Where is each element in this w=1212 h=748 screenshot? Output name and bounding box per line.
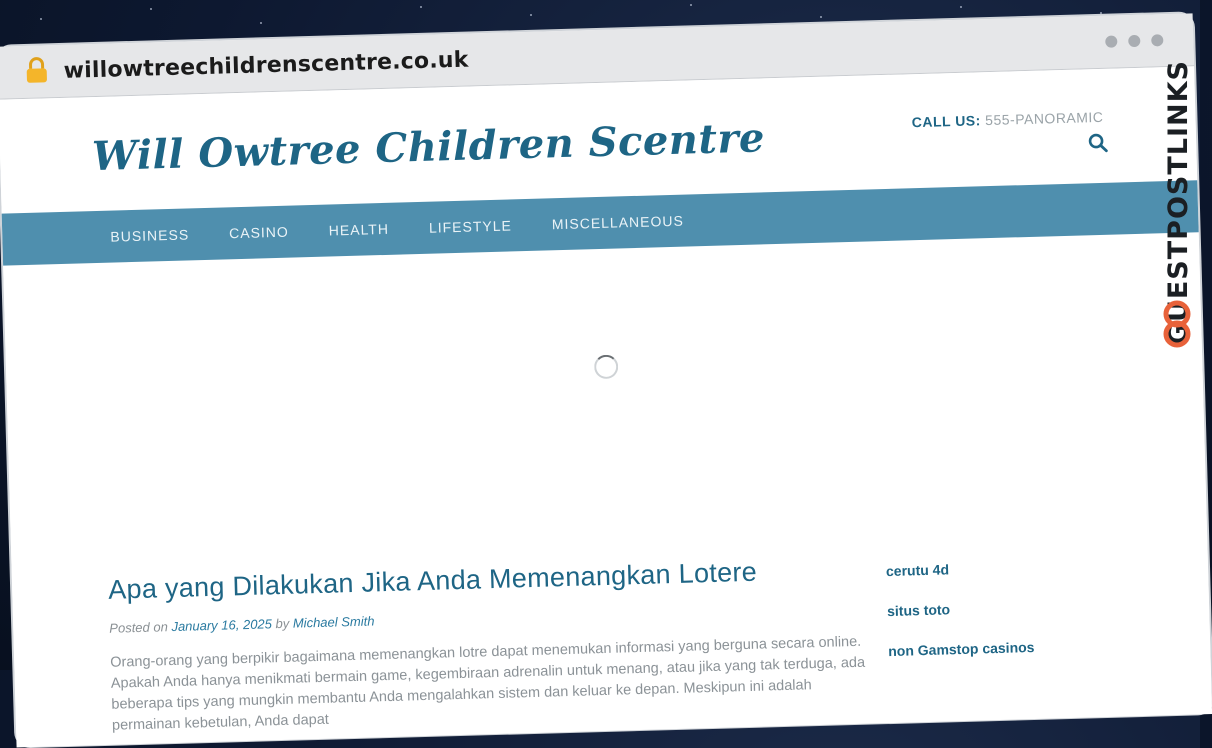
nav-item-casino[interactable]: CASINO (228, 223, 290, 242)
loading-spinner-icon (594, 354, 619, 379)
posted-on-label: Posted on (109, 619, 169, 636)
post-date-link[interactable]: January 16, 2025 (171, 616, 273, 635)
search-icon[interactable] (1088, 133, 1109, 154)
window-controls (1105, 34, 1163, 48)
sidebar-link-non-gamstop[interactable]: non Gamstop casinos (888, 638, 1035, 660)
sidebar-link-cerutu-4d[interactable]: cerutu 4d (885, 561, 950, 580)
call-us-label: CALL US: (911, 112, 982, 131)
lock-icon (25, 57, 48, 84)
web-page (0, 66, 1212, 747)
post-excerpt: Orang-orang yang berpikir bagaimana memenangkan lotre dapat menemukan informasi yang berguna secara online. Apakah Anda hanya menikmati bermain game, kegembiraan adrenalin untuk menang, atau jika yang tak terduga, ada beberapa tips yang mungkin membantu Anda mengalahkan sistem dan keluar ke depan. Meskipun ini adalah permainan kebetulan, Anda dapat (110, 633, 866, 734)
window-dot[interactable] (1105, 35, 1117, 47)
nav-item-health[interactable]: HEALTH (328, 220, 390, 239)
sidebar-link-situs-toto[interactable]: situs toto (886, 601, 951, 620)
post-title[interactable]: Apa yang Dilakukan Jika Anda Memenangkan Lotere (107, 556, 758, 605)
guestpostlinks-badge-text: GUESTPOSTLINKS (1163, 60, 1194, 346)
window-dot[interactable] (1151, 34, 1163, 46)
call-us-number: 555-PANORAMIC (984, 108, 1104, 129)
nav-item-lifestyle[interactable]: LIFESTYLE (428, 217, 513, 236)
link-icon (1162, 300, 1192, 348)
call-us (912, 109, 1104, 130)
window-dot[interactable] (1128, 35, 1140, 47)
site-title[interactable]: Will Owtree Children Scentre (91, 114, 766, 181)
address-bar-url[interactable]: willowtreechildrenscentre.co.uk (63, 47, 469, 84)
sidebar-links (886, 559, 1036, 683)
post-meta (109, 613, 375, 635)
main-nav (2, 180, 1199, 265)
by-label: by (275, 615, 290, 632)
nav-item-miscellaneous[interactable]: MISCELLANEOUS (551, 212, 685, 233)
browser-window (0, 13, 1212, 746)
post-author-link[interactable]: Michael Smith (292, 613, 375, 631)
nav-item-business[interactable]: BUSINESS (110, 226, 190, 245)
